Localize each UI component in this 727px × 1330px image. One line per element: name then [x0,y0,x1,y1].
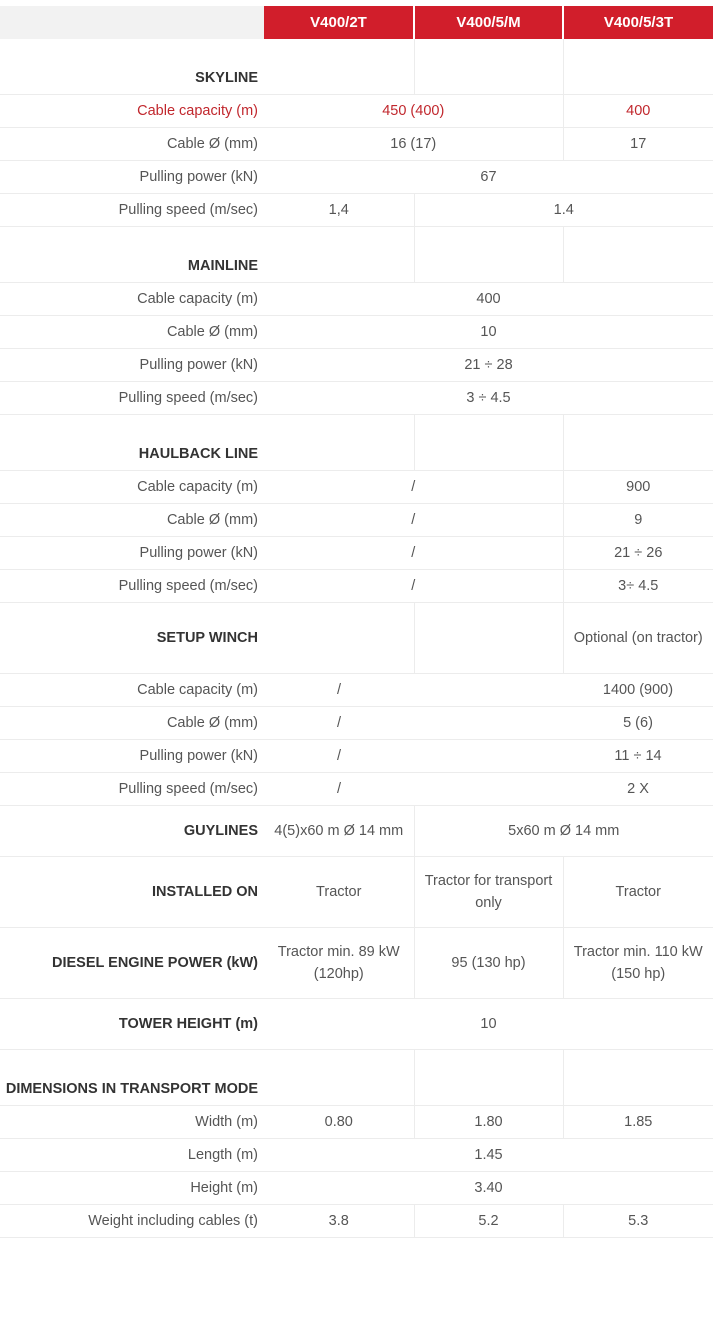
row-label: Weight including cables (t) [0,1205,264,1238]
table-cell: / [264,471,563,504]
section-row-tower-height [0,999,713,1050]
table-cell: / [264,773,414,806]
table-header [0,6,713,39]
table-row [0,283,713,316]
row-label: Width (m) [0,1106,264,1139]
table-cell: 11 ÷ 14 [563,740,713,773]
row-label: Pulling speed (m/sec) [0,194,264,227]
table-row [0,349,713,382]
row-label: Pulling power (kN) [0,740,264,773]
table-row [0,471,713,504]
row-label: Length (m) [0,1139,264,1172]
section-row-diesel-engine [0,928,713,999]
table-cell: 1.45 [264,1139,713,1172]
row-label: Cable capacity (m) [0,283,264,316]
table-cell: / [264,674,414,707]
table-cell: 3 ÷ 4.5 [264,382,713,415]
section-title: MAINLINE [0,227,264,283]
column-header-v400-5-3t: V400/5/3T [564,6,713,39]
table-cell: 5.3 [563,1205,713,1238]
section-title: INSTALLED ON [0,857,264,928]
section-title: SKYLINE [0,39,264,95]
section-title: TOWER HEIGHT (m) [0,999,264,1050]
table-cell: 1.4 [414,194,713,227]
table-row [0,537,713,570]
table-row [0,382,713,415]
section-row-mainline [0,227,713,283]
table-row [0,194,713,227]
table-row [0,1172,713,1205]
section-row-installed-on [0,857,713,928]
table-cell: / [264,570,563,603]
table-cell: 21 ÷ 28 [264,349,713,382]
row-label: Cable Ø (mm) [0,707,264,740]
table-cell: Tractor [563,857,713,928]
table-row [0,504,713,537]
section-row-setup-winch [0,603,713,674]
row-label: Pulling power (kN) [0,537,264,570]
table-cell: Tractor [264,857,414,928]
table-cell: 5 (6) [563,707,713,740]
row-label: Cable Ø (mm) [0,504,264,537]
row-label: Height (m) [0,1172,264,1205]
table-cell: 1.85 [563,1106,713,1139]
table-cell: 10 [264,316,713,349]
table-cell: 5.2 [414,1205,563,1238]
table-cell: 1.80 [414,1106,563,1139]
table-cell: / [264,537,563,570]
row-label: Pulling power (kN) [0,161,264,194]
table-cell: 450 (400) [264,95,563,128]
section-row-skyline [0,39,713,95]
table-cell: 3.8 [264,1205,414,1238]
table-cell: 3÷ 4.5 [563,570,713,603]
table-row [0,161,713,194]
table-cell: 900 [563,471,713,504]
table-row [0,1205,713,1238]
table-cell: 0.80 [264,1106,414,1139]
table-cell: / [264,504,563,537]
table-row [0,128,713,161]
table-cell: 2 X [563,773,713,806]
table-cell: 9 [563,504,713,537]
table-cell: / [264,740,414,773]
table-row [0,740,713,773]
table-row [0,707,713,740]
table-cell: Optional (on tractor) [563,603,713,674]
table-cell: 10 [264,999,713,1050]
table-cell: 3.40 [264,1172,713,1205]
row-label: Pulling power (kN) [0,349,264,382]
row-label: Pulling speed (m/sec) [0,382,264,415]
section-row-guylines [0,806,713,857]
table-cell: 67 [264,161,713,194]
section-title: DIMENSIONS IN TRANSPORT MODE [0,1050,264,1106]
table-cell: 400 [563,95,713,128]
section-title: HAULBACK LINE [0,415,264,471]
table-cell: Tractor for transport only [414,857,563,928]
section-row-haulback [0,415,713,471]
section-title: SETUP WINCH [0,603,264,674]
table-cell: / [264,707,414,740]
table-cell: 17 [563,128,713,161]
table-cell: 4(5)x60 m Ø 14 mm [264,806,414,857]
spec-table [0,39,713,1238]
row-label: Cable capacity (m) [0,95,264,128]
table-row [0,674,713,707]
table-row [0,773,713,806]
section-title: DIESEL ENGINE POWER (kW) [0,928,264,999]
table-cell: 400 [264,283,713,316]
row-label: Pulling speed (m/sec) [0,570,264,603]
table-cell: 1,4 [264,194,414,227]
row-label: Cable Ø (mm) [0,128,264,161]
row-label: Cable Ø (mm) [0,316,264,349]
section-row-dimensions [0,1050,713,1106]
row-label: Cable capacity (m) [0,674,264,707]
table-cell: 1400 (900) [563,674,713,707]
table-cell: 16 (17) [264,128,563,161]
table-cell: 5x60 m Ø 14 mm [414,806,713,857]
table-cell: 21 ÷ 26 [563,537,713,570]
column-header-v400-5-m: V400/5/M [415,6,562,39]
header-blank-cell [0,6,264,39]
table-row [0,95,713,128]
table-cell: Tractor min. 110 kW (150 hp) [563,928,713,999]
table-row [0,1106,713,1139]
table-row [0,570,713,603]
table-row [0,316,713,349]
table-cell: Tractor min. 89 kW (120hp) [264,928,414,999]
section-title: GUYLINES [0,806,264,857]
table-cell: 95 (130 hp) [414,928,563,999]
column-header-v400-2t: V400/2T [264,6,413,39]
table-row [0,1139,713,1172]
row-label: Pulling speed (m/sec) [0,773,264,806]
row-label: Cable capacity (m) [0,471,264,504]
